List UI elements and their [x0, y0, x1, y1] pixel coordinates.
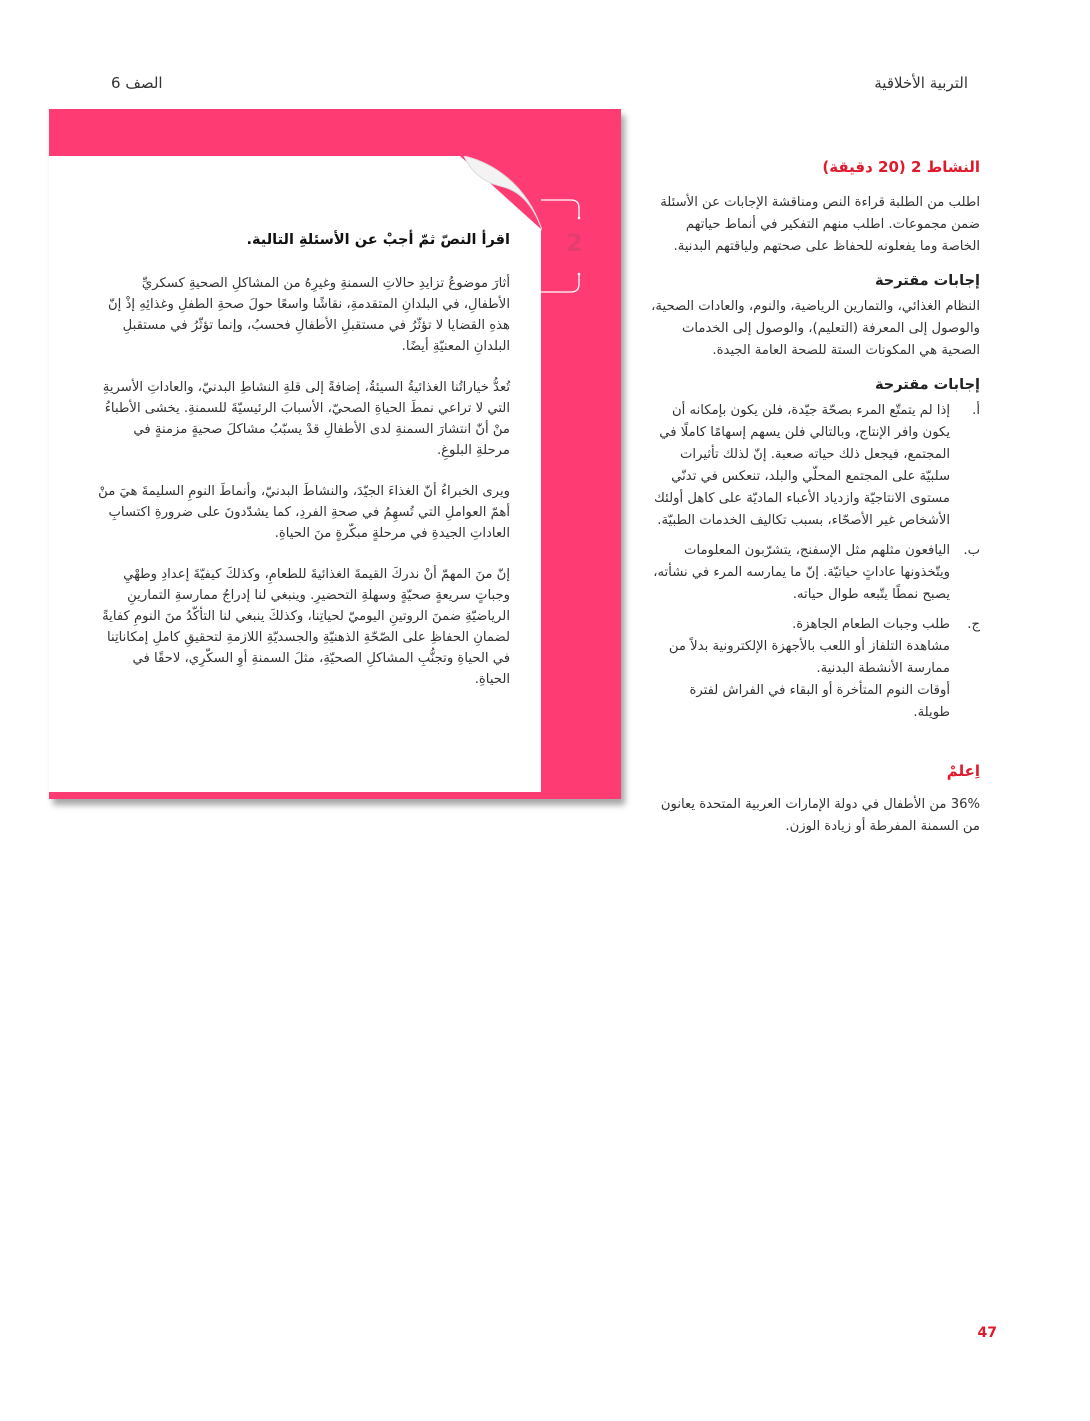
list-marker: ب. — [963, 543, 980, 558]
list-item-text — [650, 614, 950, 724]
suggested-answers-heading: إجابات مقترحة — [875, 273, 980, 289]
suggested-answers-text: النظام الغذائي، والتمارين الرياضية، والنوم، والعادات الصحية، والوصول إلى المعرفة (التعليم)، والوصول إلى الخدمات الصحية هي المكونات الستة للصحة العامة الجيدة. — [651, 299, 980, 358]
list-subline: مشاهدة التلفاز أو اللعب بالأجهزة الإلكترونية بدلاً من ممارسة الأنشطة البدنية. — [668, 639, 950, 676]
know-title: اِعلمْ — [946, 762, 980, 780]
list-item — [650, 614, 980, 724]
reading-question: اقرأ النصّ ثمّ أجبْ عن الأسئلةِ التالية. — [246, 232, 510, 248]
reading-paragraph: تُعدُّ خياراتُنا الغذائيةُ السيئةُ، إضافةً إلى قلةِ النشاطِ البدنيّ، والعاداتِ الأسريةِ التي لا تراعي نمطَ الحياةِ الصحيّ، الأسبابَ الرئيسيّةَ للسمنةِ. يخشى الأطباءُ منْ أنّ انتشارَ السمنةِ لدى الأطفالِ قدْ يسبّبُ مشاكلَ صحيةٍ مزمنةٍ في مرحلةِ البلوغِ. — [102, 380, 510, 458]
grade-label: الصف 6 — [111, 74, 163, 92]
activity-title: النشاط 2 (20 دقيقة) — [822, 158, 980, 176]
list-item-text: إذا لم يتمتّع المرء بصحّة جيّدة، فلن يكون بإمكانه أن يكون وافر الإنتاج، وبالتالي فلن يسهم إسهامًا كاملًا في المجتمع، فيجعل ذلك حياته صعبة. إنّ لذلك تأثيرات سلبيّة على المجتمع المحلّي والبلد، تنعكس في تدنّي مستوى الانتاجيّة وازدياد الأعباء الماديّة على كاهل أولئك الأشخاص غير الأصحّاء، بسبب تكاليف الخدمات الطبيّة. — [654, 403, 950, 528]
list-item — [650, 540, 980, 606]
list-marker: ج. — [967, 617, 980, 632]
reading-paragraph: ويرى الخبراءُ أنّ الغذاءَ الجيّدَ، والنشاطَ البدنيّ، وأنماطَ النومِ السليمةَ هيَ منْ أهمّ العواملِ التي تُسهِمُ في صحةِ الفردِ، كما يشدّدونَ على ضرورةِ اكتسابِ العاداتِ الجيدةِ في مرحلةٍ مبكّرةٍ منَ الحياةِ. — [98, 484, 510, 541]
reading-paragraph: إنّ منَ المهمّ أنْ ندركَ القيمةَ الغذائيةَ للطعامِ، وكذلكَ كيفيّةَ إعدادِ وطهْيِ وجباتٍ سريعةٍ صحيّةٍ وسهلةِ التحضيرِ. وينبغي لنا إدراجُ ممارسةِ التمارينِ الرياضيّةِ ضمنَ الروتينِ اليوميّ لحياتِنا، وكذلكَ ينبغي لنا التأكّدُ منَ النومِ كفايةً لضمانِ الحفاظِ على الصّحّةِ الذهنيّةِ والجسديّةِ اللازمةِ لتحقيقِ كاملِ إمكاناتِنا في الحياةِ وتجنُّبِ المشاكلِ الصحيّةِ، مثلَ السمنةِ أوِ السكّرِي، لاحقًا في الحياةِ. — [102, 567, 510, 687]
list-marker: أ. — [972, 403, 980, 418]
reading-paragraph: أثارَ موضوعُ تزايدِ حالاتِ السمنةِ وغيرِهُ من المشاكلِ الصحيةِ كسكريِّ الأطفالِ، في البلدانِ المتقدمةِ، نقاشًا واسعًا حولَ صحةِ الطفلِ وغذائِهِ إذْ إنّ هذهِ القضايا لا تؤثّرُ في مستقبلِ الأطفالِ فحسبُ، وإنما تؤثّرُ في مستقبلِ البلدانِ المعنيّةِ أيضًا. — [107, 276, 510, 354]
subject-title: التربية الأخلاقية — [874, 74, 968, 92]
list-subline: طلب وجبات الطعام الجاهزة. — [792, 617, 950, 632]
reading-text — [96, 230, 510, 710]
suggested-answers-list — [650, 400, 980, 724]
list-item-text: اليافعون مثلهم مثل الإسفنج، يتشرّبون المعلومات ويتّخذونها عاداتٍ حياتيّة. إنّ ما يمارسه المرء في نشأته، يصبح نمطًا يتّبعه طوال حياته. — [653, 543, 950, 602]
activity-number-badge: 2 — [566, 229, 583, 257]
know-text: 36% من الأطفال في دولة الإمارات العربية المتحدة يعانون من السمنة المفرطة أو زيادة الوزن. — [660, 797, 980, 834]
suggested-answers-heading: إجابات مقترحة — [875, 377, 980, 393]
activity-section — [650, 156, 980, 838]
page-number: 47 — [977, 1325, 997, 1341]
list-subline: أوقات النوم المتأخرة أو البقاء في الفراش لفترة طويلة. — [689, 683, 950, 720]
page-curl-decoration — [460, 156, 542, 230]
list-item — [650, 400, 980, 532]
activity-instructions: اطلب من الطلبة قراءة النص ومناقشة الإجابات عن الأسئلة ضمن مجموعات. اطلب منهم التفكير في أنماط حياتهم الخاصة وما يفعلونه للحفاظ على صحتهم ولياقتهم البدنية. — [660, 195, 980, 254]
